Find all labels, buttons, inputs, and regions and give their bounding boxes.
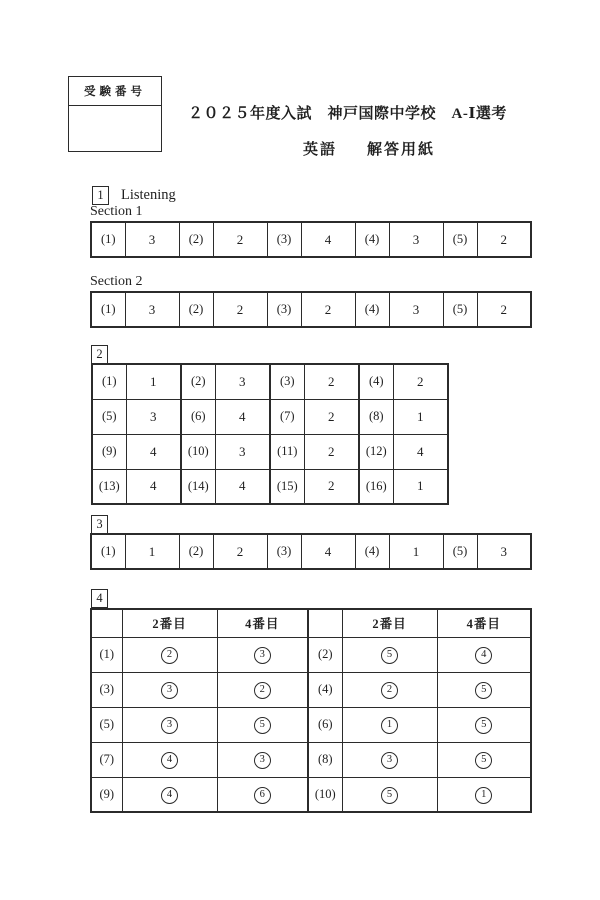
subject-label: 英語 [303, 142, 338, 158]
answer-cell: 2 [304, 364, 359, 399]
answer-cell: 1 [389, 534, 443, 569]
answer-cell [342, 707, 437, 742]
table-row [91, 707, 531, 742]
answer-cell: 2 [213, 222, 267, 257]
answer-cell: 2 [301, 292, 355, 327]
circled-number: 5 [475, 682, 492, 699]
circled-number: 5 [475, 752, 492, 769]
section1-header [92, 186, 176, 205]
question-label: (10) [181, 434, 215, 469]
answer-cell [122, 742, 217, 777]
question-label: (4) [355, 292, 389, 327]
question-label: (9) [91, 777, 122, 812]
answer-cell [342, 742, 437, 777]
question-label: (3) [270, 364, 304, 399]
question-label: (1) [91, 292, 125, 327]
circled-number: 5 [254, 717, 271, 734]
answer-cell: 3 [477, 534, 531, 569]
answer-cell: 3 [126, 399, 181, 434]
section1-sub1-table [90, 221, 532, 258]
question-label: (2) [179, 222, 213, 257]
circled-number: 5 [381, 647, 398, 664]
question-label: (3) [267, 534, 301, 569]
examinee-number-entry-cell [69, 106, 161, 151]
answer-cell: 2 [393, 364, 448, 399]
answer-cell: 4 [301, 534, 355, 569]
question-label: (4) [359, 364, 393, 399]
answer-cell [437, 777, 531, 812]
question-label: (1) [91, 222, 125, 257]
answer-cell [342, 637, 437, 672]
answer-cell: 2 [477, 222, 531, 257]
circled-number: 3 [254, 647, 271, 664]
circled-number: 6 [254, 787, 271, 804]
question-label: (8) [308, 742, 342, 777]
answer-cell: 1 [126, 364, 181, 399]
answer-cell: 4 [126, 434, 181, 469]
question-label: (1) [91, 534, 125, 569]
table-row [91, 742, 531, 777]
question-label: (3) [267, 222, 301, 257]
column-header-fourth: 4番目 [437, 609, 531, 637]
table-row [91, 534, 531, 569]
question-label: (10) [308, 777, 342, 812]
circled-number: 3 [254, 752, 271, 769]
question-label: (5) [443, 222, 477, 257]
answer-cell [217, 637, 308, 672]
question-label: (1) [91, 637, 122, 672]
question-label: (15) [270, 469, 304, 504]
section3-table [90, 533, 532, 570]
answer-cell [122, 672, 217, 707]
answer-cell: 2 [477, 292, 531, 327]
document-subtitle [303, 138, 435, 159]
circled-number: 1 [475, 787, 492, 804]
section2-table [91, 363, 449, 505]
circled-number: 4 [475, 647, 492, 664]
section1-title: Listening [121, 187, 176, 203]
answer-cell: 3 [389, 222, 443, 257]
answer-cell [217, 707, 308, 742]
question-label: (6) [181, 399, 215, 434]
question-label: (9) [92, 434, 126, 469]
circled-number: 3 [381, 752, 398, 769]
table-row [91, 637, 531, 672]
circled-number: 4 [161, 787, 178, 804]
question-label: (4) [355, 222, 389, 257]
answer-cell [342, 777, 437, 812]
answer-cell: 4 [301, 222, 355, 257]
answer-cell: 2 [213, 292, 267, 327]
section1-sub2-table [90, 291, 532, 328]
question-label: (6) [308, 707, 342, 742]
answer-cell: 3 [125, 292, 179, 327]
section3-number-box: 3 [91, 515, 108, 534]
table-row [91, 777, 531, 812]
answer-cell [122, 777, 217, 812]
column-header-second: 2番目 [342, 609, 437, 637]
answer-cell: 2 [304, 434, 359, 469]
question-label: (3) [267, 292, 301, 327]
sheet-type-label: 解答用紙 [367, 142, 436, 158]
answer-cell: 3 [125, 222, 179, 257]
answer-cell: 3 [215, 364, 270, 399]
answer-cell [217, 742, 308, 777]
section4-table [90, 608, 532, 813]
question-label: (7) [91, 742, 122, 777]
blank-header-cell [308, 609, 342, 637]
answer-cell [437, 707, 531, 742]
column-header-fourth: 4番目 [217, 609, 308, 637]
answer-cell: 2 [213, 534, 267, 569]
answer-cell [122, 637, 217, 672]
answer-cell: 3 [389, 292, 443, 327]
question-label: (8) [359, 399, 393, 434]
question-label: (4) [308, 672, 342, 707]
column-header-second: 2番目 [122, 609, 217, 637]
section3-header [91, 515, 108, 534]
question-label: (11) [270, 434, 304, 469]
question-label: (4) [355, 534, 389, 569]
answer-cell [217, 777, 308, 812]
circled-number: 2 [161, 647, 178, 664]
answer-cell: 1 [393, 399, 448, 434]
question-label: (1) [92, 364, 126, 399]
question-label: (2) [181, 364, 215, 399]
question-label: (12) [359, 434, 393, 469]
answer-cell: 1 [125, 534, 179, 569]
section2-header [91, 345, 108, 364]
answer-cell: 2 [304, 399, 359, 434]
question-label: (5) [92, 399, 126, 434]
question-label: (13) [92, 469, 126, 504]
answer-cell [342, 672, 437, 707]
section1-sub1-label: Section 1 [90, 204, 143, 219]
circled-number: 1 [381, 717, 398, 734]
answer-cell [437, 672, 531, 707]
section1-sub2-label: Section 2 [90, 274, 143, 289]
examinee-number-label: 受験番号 [69, 77, 161, 106]
question-label: (2) [179, 534, 213, 569]
question-label: (14) [181, 469, 215, 504]
circled-number: 2 [254, 682, 271, 699]
question-label: (3) [91, 672, 122, 707]
table-row [92, 399, 448, 434]
section2-number-box: 2 [91, 345, 108, 364]
section1-number-box: 1 [92, 186, 109, 205]
answer-cell: 4 [126, 469, 181, 504]
blank-header-cell [91, 609, 122, 637]
circled-number: 5 [475, 717, 492, 734]
circled-number: 4 [161, 752, 178, 769]
table-row [92, 364, 448, 399]
section4-header [91, 589, 108, 608]
circled-number: 3 [161, 682, 178, 699]
examinee-number-box [68, 76, 162, 152]
question-label: (5) [443, 534, 477, 569]
circled-number: 5 [381, 787, 398, 804]
answer-cell [217, 672, 308, 707]
answer-cell [437, 637, 531, 672]
table-row [92, 434, 448, 469]
document-title: ２０２５年度入試 神戸国際中学校 A-Ⅰ選考 [188, 106, 507, 122]
circled-number: 3 [161, 717, 178, 734]
answer-cell [122, 707, 217, 742]
table-header-row [91, 609, 531, 637]
table-row [92, 469, 448, 504]
table-row [91, 672, 531, 707]
question-label: (16) [359, 469, 393, 504]
answer-cell: 4 [393, 434, 448, 469]
circled-number: 2 [381, 682, 398, 699]
answer-cell: 2 [304, 469, 359, 504]
section4-number-box: 4 [91, 589, 108, 608]
table-row [91, 292, 531, 327]
answer-cell: 4 [215, 469, 270, 504]
question-label: (2) [308, 637, 342, 672]
question-label: (7) [270, 399, 304, 434]
answer-cell: 3 [215, 434, 270, 469]
answer-cell [437, 742, 531, 777]
table-row [91, 222, 531, 257]
answer-cell: 1 [393, 469, 448, 504]
question-label: (5) [91, 707, 122, 742]
question-label: (5) [443, 292, 477, 327]
answer-cell: 4 [215, 399, 270, 434]
question-label: (2) [179, 292, 213, 327]
